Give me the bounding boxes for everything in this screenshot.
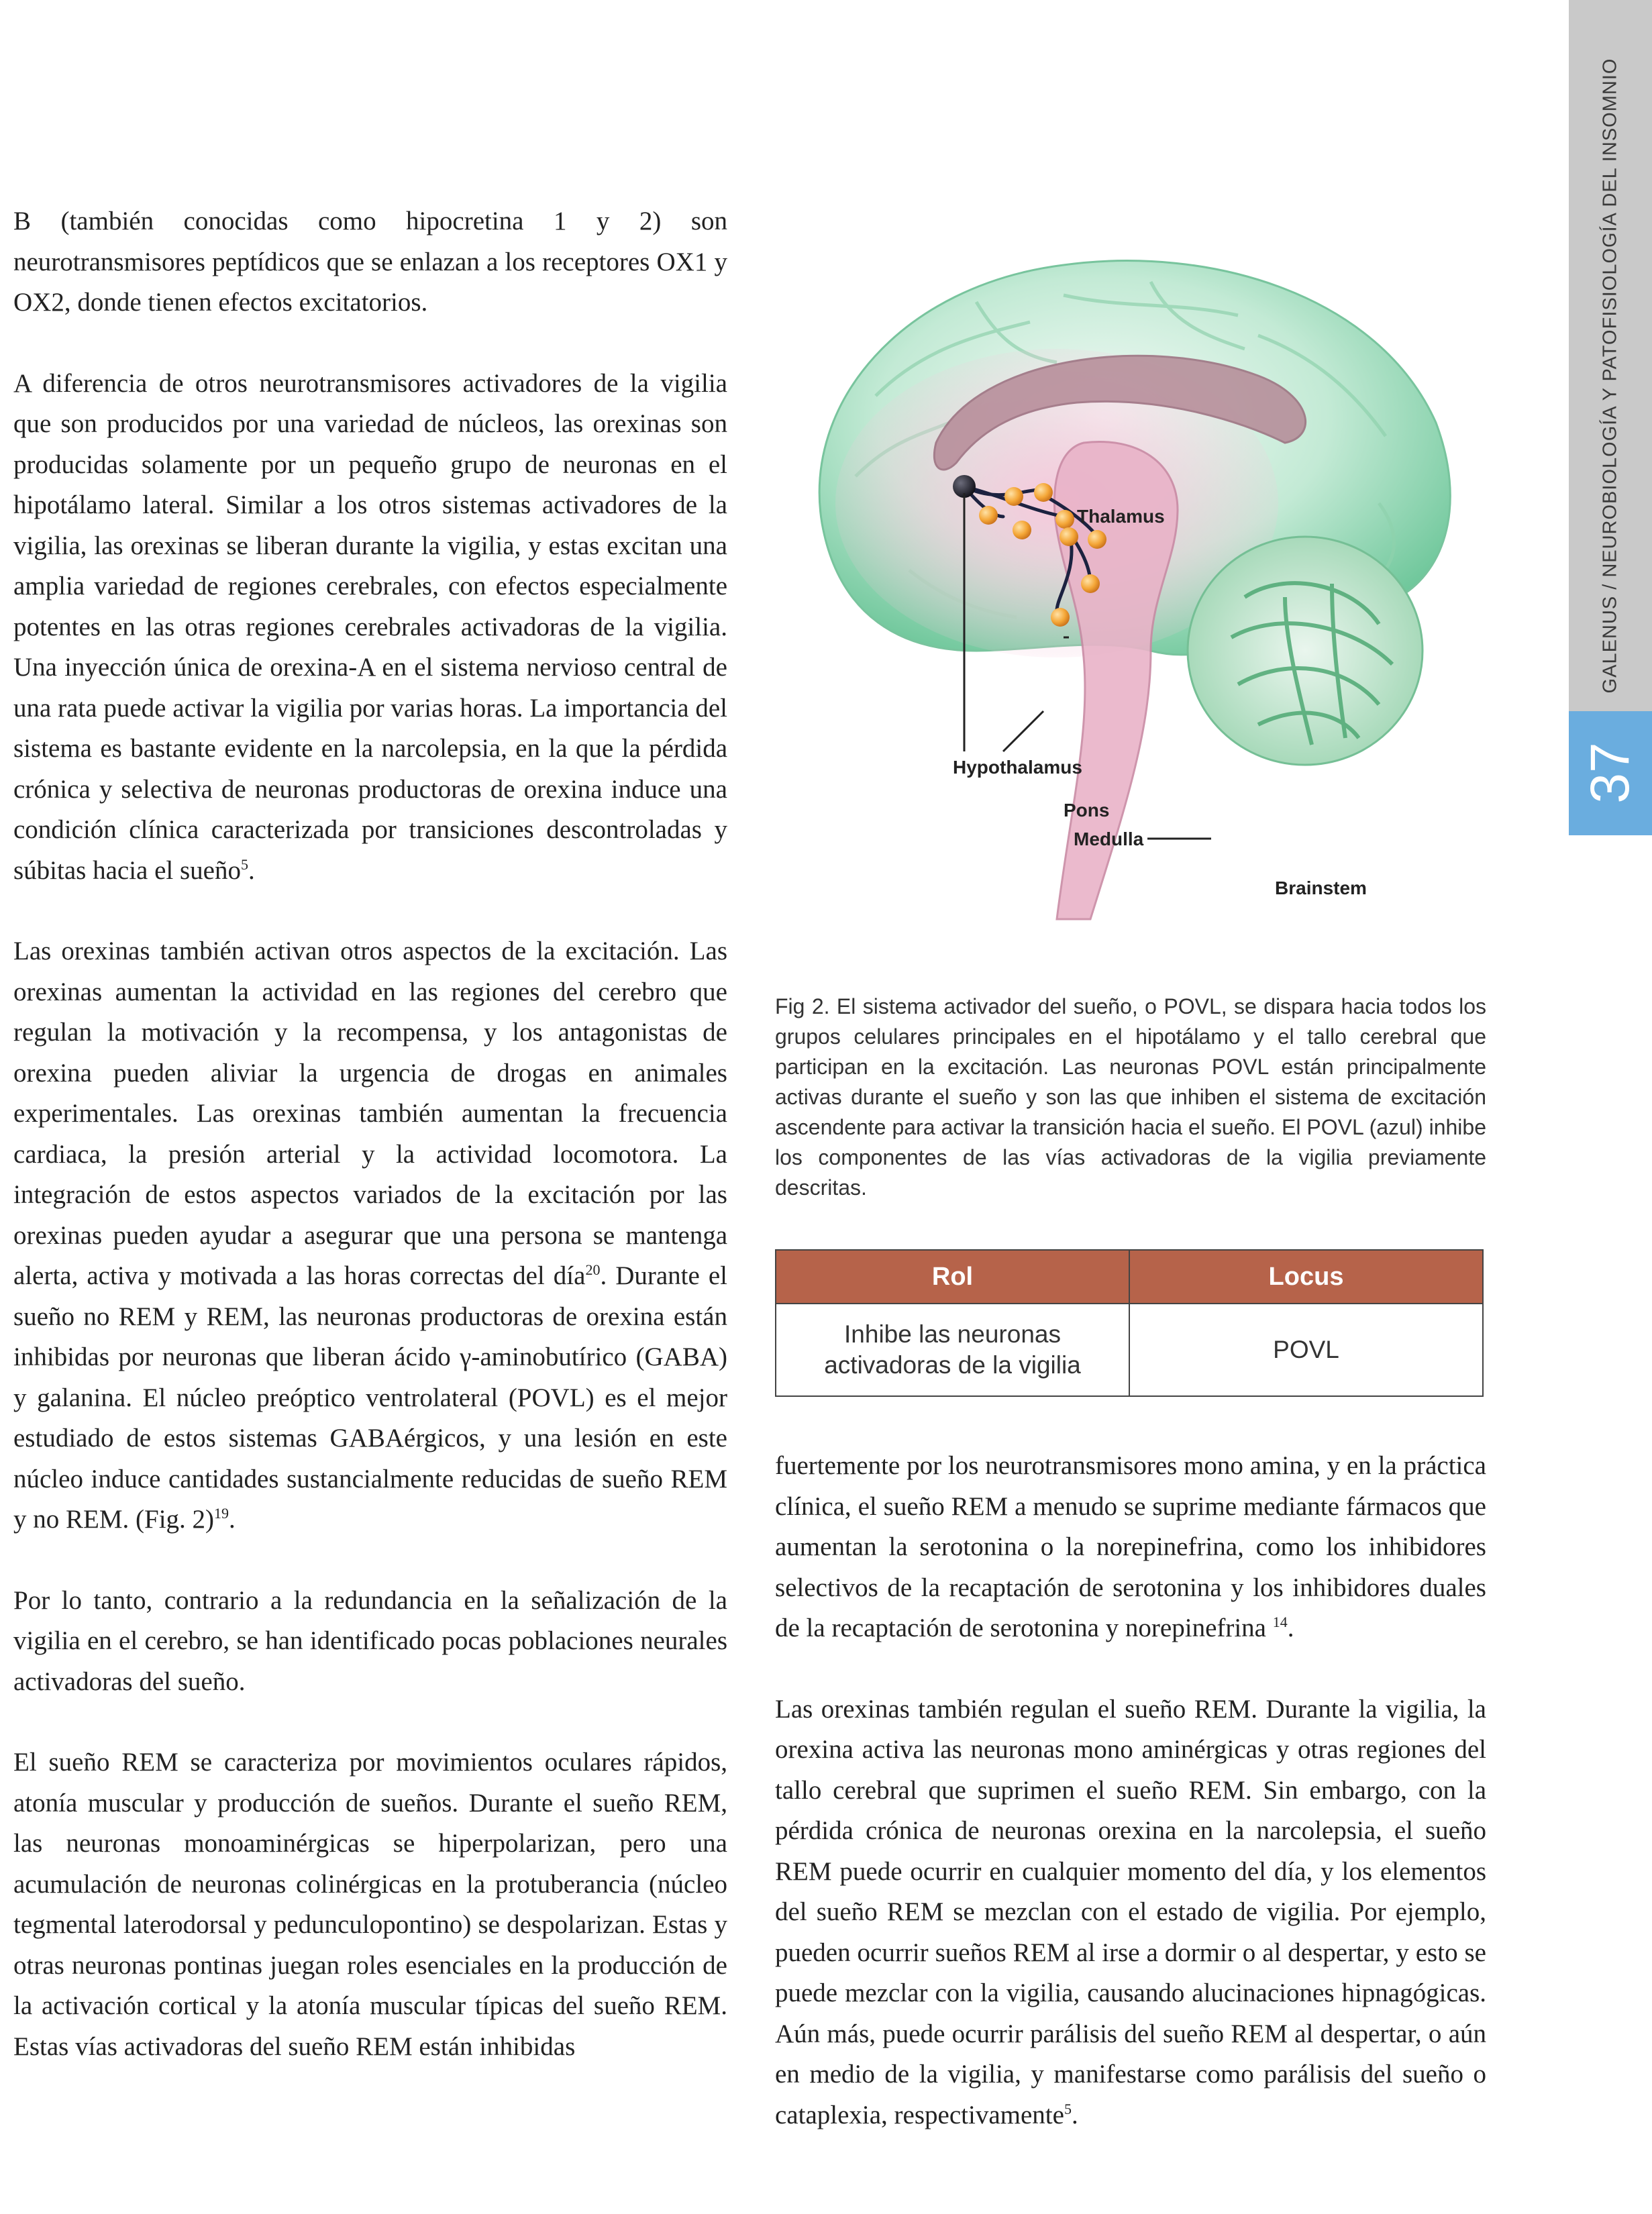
left-column — [13, 201, 727, 2107]
role-locus-table — [775, 1249, 1484, 1397]
reference: 20 — [585, 1261, 601, 1278]
header-locus: Locus — [1129, 1250, 1483, 1304]
reference: 5 — [240, 855, 248, 873]
right-column — [775, 1446, 1486, 2176]
paragraph-orexin-receptors: B (también conocidas como hipocretina 1 y 2) son neurotransmisores peptídicos que se enlazan a los receptores OX1 y OX2, donde tienen efectos excitatorios. — [13, 207, 727, 317]
label-thalamus: Thalamus — [1077, 506, 1165, 527]
table-row — [776, 1304, 1483, 1396]
page-number: 37 — [1580, 742, 1641, 804]
cerebellum-shape — [1188, 537, 1423, 765]
paragraph-orexin-rem: Las orexinas también regulan el sueño REM. Durante la vigilia, la orexina activa las neuronas mono aminérgicas y otras regiones del tallo cerebral que suprimen el sueño REM. Sin embargo, con la pérdida crónica de neuronas orexina en la narcolepsia, el sueño REM puede ocurrir en cualquier momento del día, y los elementos del sueño REM se mezclan con el estado de vigilia. Por ejemplo, pueden ocurrir sueños REM al irse a dormir o al despertar, y esto se puede mezclar con la vigilia, causando alucinaciones hipnagógicas. Aún más, puede ocurrir parálisis del sueño REM al despertar, o aún en medio de la vigilia, y manifestarse como parálisis del sueño o cataplexia, respectivamente$^5$. — [775, 1694, 1486, 2129]
running-title: GALENUS / NEUROBIOLOGÍA Y PATOFISIOLOGÍA DEL INSOMNIO — [1599, 58, 1621, 694]
reference: 5 — [1064, 2100, 1072, 2117]
cell-locus: POVL — [1129, 1304, 1483, 1396]
cell-role: Inhibe las neuronas activadoras de la vigilia — [776, 1304, 1129, 1396]
label-hypothalamus: Hypothalamus — [953, 757, 1082, 778]
reference: 19 — [214, 1505, 229, 1522]
paragraph-sleep-populations: Por lo tanto, contrario a la redundancia en la señalización de la vigilia en el cerebro, se han identificado pocas poblaciones neurales activadoras del sueño. — [13, 1585, 727, 1696]
paragraph-rem-sleep: El sueño REM se caracteriza por movimientos oculares rápidos, atonía muscular y producción de sueños. Durante el sueño REM, las neuronas monoaminérgicas se hiperpolarizan, pero una acumulación de neuronas colinérgicas en la protuberancia (núcleo tegmental laterodorsal y pedunculopontino) se despolarizan. Estas y otras neuronas pontinas juegan roles esenciales en la producción de la activación cortical y la atonía muscular típicas del sueño REM. Estas vías activadoras del sueño REM están inhibidas — [13, 1748, 727, 2061]
label-medulla: Medulla — [1074, 829, 1144, 849]
table-header-row — [776, 1250, 1483, 1304]
figure-caption: Fig 2. El sistema activador del sueño, o POVL, se dispara hacia todos los grupos celulares principales en el hipotálamo y el tallo cerebral que participan en la excitación. Las neuronas POVL están principalmente activas durante el sueño y son las que inhiben el sistema de excitación ascendente para activar la transición hacia el sueño. El POVL (azul) inhibe los componentes de las vías activadoras de la vigilia previamente descritas. — [775, 994, 1486, 1200]
paragraph-orexin-arousal: Las orexinas también activan otros aspectos de la excitación. Las orexinas aumentan la actividad en las regiones del cerebro que regulan la motivación y la recompensa, y los antagonistas de orexina pueden aliviar la urgencia de drogas en animales experimentales. Las orexinas también aumentan la frecuencia cardiaca, la presión arterial y la actividad locomotora. La integración de estos aspectos variados de la excitación por las orexinas pueden ayudar a asegurar que una persona se mantenga alerta, activa y motivada a las horas correctas del día$^{20}$. Durante el sueño no REM y REM, las neuronas productoras de orexina están inhibidas por neuronas que liberan ácido γ-aminobutírico (GABA) y galanina. El núcleo preóptico ventrolateral (POVL) es el mejor estudiado de estos sistemas GABAérgicos, y una lesión en este núcleo induce cantidades sustancialmente reducidas de sueño REM y no REM. (Fig. 2)$^{19}$. — [13, 937, 727, 1534]
paragraph-monoamine-rem: fuertemente por los neurotransmisores mono amina, y en la práctica clínica, el sueño REM a menudo se suprime mediante fármacos que aumentan la serotonina o la norepinefrina, como los inhibidores selectivos de la recaptación de serotonina y los inhibidores duales de la recaptación de serotonina y norepinefrina $^{14}$. — [775, 1451, 1486, 1642]
brain-figure — [775, 221, 1486, 953]
label-pons: Pons — [1064, 800, 1110, 821]
paragraph-orexin-production: A diferencia de otros neurotransmisores activadores de la vigilia que son producidos por una variedad de núcleos, las orexinas son producidas solamente por un pequeño grupo de neuronas en el hipotálamo lateral. Similar a los otros sistemas activadores de la vigilia, las orexinas se liberan durante la vigilia, y estas excitan una amplia variedad de regiones cerebrales, con efectos especialmente potentes en las otras regiones cerebrales activadoras de la vigilia. Una inyección única de orexina-A en el sistema nervioso central de una rata puede activar la vigilia por varias horas. La importancia del sistema es bastante evidente en la narcolepsia, en la que la pérdida crónica y selectiva de neuronas productoras de orexina induce una condición clínica caracterizada por transiciones descontroladas y súbitas hacia el sueño$^5$. — [13, 368, 727, 885]
reference: 14 — [1272, 1614, 1288, 1630]
header-role: Rol — [776, 1250, 1129, 1304]
label-brainstem: Brainstem — [1275, 878, 1367, 898]
